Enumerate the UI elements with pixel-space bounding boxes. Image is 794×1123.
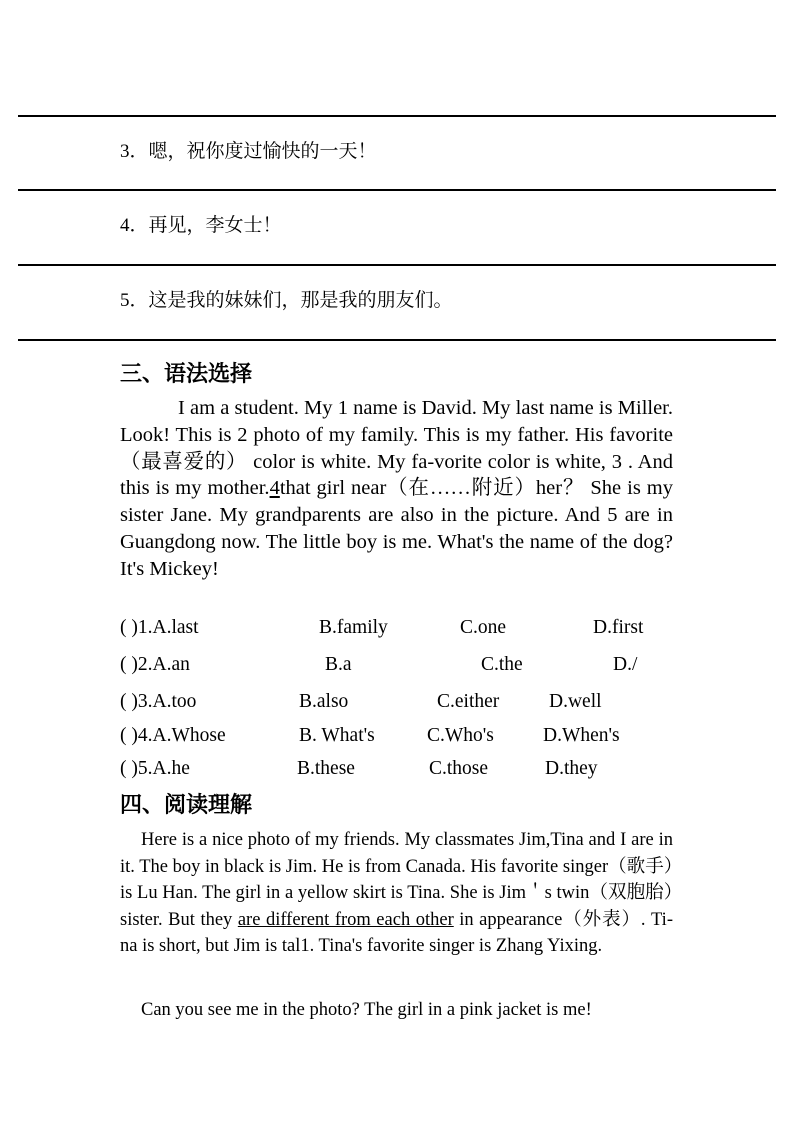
option-c: C.Who's — [427, 725, 494, 746]
underlined-phrase: are different from each other — [237, 909, 454, 930]
translation-item: 3．嗯，祝你度过愉快的一天！ — [120, 141, 377, 162]
section-heading-reading: 四、阅读理解 — [120, 793, 253, 818]
question-number: ( )5.A.he — [120, 758, 190, 779]
answer-line — [18, 339, 776, 341]
option-c: C.the — [481, 654, 523, 675]
option-c: C.either — [437, 691, 500, 712]
question-number: ( )2.A.an — [120, 654, 190, 675]
question-number: ( )1.A.last — [120, 617, 199, 638]
translation-item: 5．这是我的妹妹们，那是我的朋友们。 — [120, 290, 453, 311]
reading-paragraph-2: Can you see me in the photo? The girl in a pink jacket is me! — [141, 1000, 592, 1020]
reading-paragraph-1 — [120, 827, 673, 960]
option-b: B.a — [325, 654, 352, 675]
option-c: C.those — [429, 758, 489, 779]
option-d: D.When's — [543, 725, 620, 746]
option-b: B.also — [299, 691, 349, 712]
answer-line — [18, 189, 776, 191]
paragraph-text-rest: in appearance（外表）. Ti-na is short, but Jim is tal1. Tina's favorite singer is Zhang Yixing. — [120, 909, 673, 956]
option-b: B.these — [297, 758, 355, 779]
option-d: D./ — [613, 654, 638, 675]
paragraph-text: Here is a nice photo of my friends. My classmates Jim,Tina and I are in it. The boy in black is Jim. He is from Canada. His favorite singer（歌手）is Lu Han. The girl in a yellow skirt is Tina. She is Jim＇s twin（双胞胎）sister. But they — [120, 830, 673, 930]
option-c: C.one — [460, 617, 507, 638]
option-d: D.first — [593, 617, 644, 638]
question-number: ( )3.A.too — [120, 691, 197, 712]
option-d: D.well — [549, 691, 602, 712]
passage-text: I am a student. My 1 name is David. My last name is Miller. Look! This is 2 photo of my family. This is my father. His favorite（最喜爱的） color is white. My fa-vorite color is white, 3 . And this is my mother. — [120, 397, 673, 500]
answer-line — [18, 264, 776, 266]
grammar-passage — [120, 395, 673, 583]
blank-4: 4 — [269, 477, 280, 500]
passage-text-rest: that girl near（在……附近）her？ She is my sister Jane. My grandparents are also in the picture. And 5 are in Guangdong now. The little boy is me. What's the name of the dog? It's Mickey! — [120, 477, 673, 580]
option-b: B.family — [319, 617, 388, 638]
question-number: ( )4.A.Whose — [120, 725, 226, 746]
answer-line — [18, 115, 776, 117]
option-d: D.they — [545, 758, 598, 779]
translation-item: 4．再见，李女士！ — [120, 215, 282, 236]
section-heading-grammar: 三、语法选择 — [120, 362, 253, 387]
option-b: B. What's — [299, 725, 375, 746]
